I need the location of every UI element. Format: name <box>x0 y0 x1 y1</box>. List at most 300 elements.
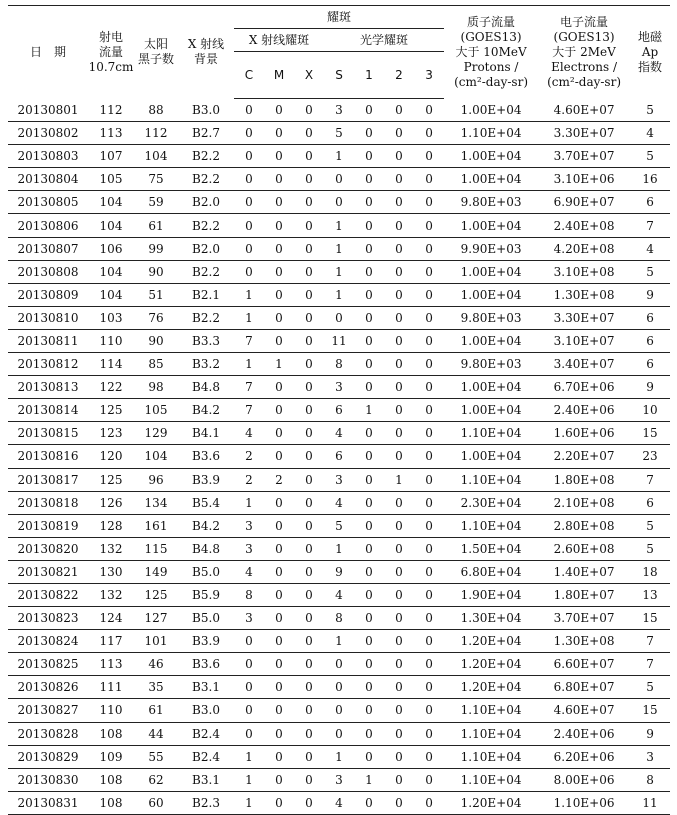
cell-proton-flux: 1.10E+04 <box>444 722 538 745</box>
header-flare-m: M <box>264 52 294 99</box>
cell-flare-s: 6 <box>324 399 354 422</box>
table-row <box>8 191 670 214</box>
cell-proton-flux: 1.00E+04 <box>444 260 538 283</box>
cell-date: 20130819 <box>8 514 88 537</box>
cell-electron-flux: 1.30E+08 <box>538 630 630 653</box>
cell-flare-1: 0 <box>354 514 384 537</box>
table-row <box>8 122 670 145</box>
cell-proton-flux: 1.10E+04 <box>444 122 538 145</box>
table-body <box>8 99 670 815</box>
cell-flare-3: 0 <box>414 676 444 699</box>
cell-radio-flux: 111 <box>88 676 134 699</box>
header-electron-line2: (GOES13) <box>553 29 615 44</box>
cell-flare-c: 1 <box>234 791 264 814</box>
header-sunspot-line1: 太阳 <box>143 37 168 52</box>
table-row <box>8 306 670 329</box>
table-row <box>8 745 670 768</box>
cell-sunspot: 104 <box>134 145 178 168</box>
cell-electron-flux: 1.80E+08 <box>538 468 630 491</box>
cell-radio-flux: 125 <box>88 468 134 491</box>
cell-date: 20130813 <box>8 376 88 399</box>
cell-radio-flux: 103 <box>88 306 134 329</box>
cell-flare-1: 0 <box>354 260 384 283</box>
cell-flare-2: 0 <box>384 283 414 306</box>
table-row <box>8 791 670 814</box>
cell-flare-c: 4 <box>234 560 264 583</box>
cell-radio-flux: 106 <box>88 237 134 260</box>
header-electron-line4: Electrons / <box>551 59 618 74</box>
cell-flare-3: 0 <box>414 329 444 352</box>
cell-date: 20130829 <box>8 745 88 768</box>
cell-sunspot: 61 <box>134 214 178 237</box>
cell-flare-x: 0 <box>294 99 324 122</box>
cell-xray-bg: B2.2 <box>178 306 234 329</box>
cell-flare-s: 4 <box>324 491 354 514</box>
header-proton-line5: (cm²-day-sr) <box>454 74 529 89</box>
cell-flare-m: 0 <box>264 630 294 653</box>
cell-ap-index: 5 <box>630 676 670 699</box>
cell-proton-flux: 1.10E+04 <box>444 699 538 722</box>
cell-xray-bg: B3.0 <box>178 99 234 122</box>
cell-electron-flux: 6.60E+07 <box>538 653 630 676</box>
cell-flare-m: 0 <box>264 306 294 329</box>
cell-flare-m: 0 <box>264 722 294 745</box>
cell-flare-1: 0 <box>354 676 384 699</box>
cell-flare-m: 0 <box>264 607 294 630</box>
cell-sunspot: 115 <box>134 537 178 560</box>
cell-flare-1: 0 <box>354 491 384 514</box>
header-flare-2: 2 <box>384 52 414 99</box>
cell-radio-flux: 124 <box>88 607 134 630</box>
cell-date: 20130808 <box>8 260 88 283</box>
cell-sunspot: 46 <box>134 653 178 676</box>
cell-flare-x: 0 <box>294 122 324 145</box>
cell-xray-bg: B2.4 <box>178 745 234 768</box>
cell-xray-bg: B5.0 <box>178 560 234 583</box>
cell-flare-x: 0 <box>294 376 324 399</box>
cell-flare-1: 0 <box>354 791 384 814</box>
cell-flare-c: 0 <box>234 191 264 214</box>
cell-electron-flux: 2.80E+08 <box>538 514 630 537</box>
cell-flare-m: 0 <box>264 514 294 537</box>
cell-date: 20130825 <box>8 653 88 676</box>
cell-flare-3: 0 <box>414 607 444 630</box>
cell-flare-m: 0 <box>264 191 294 214</box>
cell-date: 20130824 <box>8 630 88 653</box>
cell-ap-index: 10 <box>630 399 670 422</box>
cell-electron-flux: 6.20E+06 <box>538 745 630 768</box>
cell-flare-2: 0 <box>384 745 414 768</box>
cell-flare-m: 0 <box>264 145 294 168</box>
cell-sunspot: 96 <box>134 468 178 491</box>
cell-electron-flux: 3.70E+07 <box>538 145 630 168</box>
cell-date: 20130816 <box>8 445 88 468</box>
cell-ap-index: 13 <box>630 583 670 606</box>
cell-proton-flux: 1.20E+04 <box>444 630 538 653</box>
cell-sunspot: 98 <box>134 376 178 399</box>
header-radio-flux-line3: 10.7cm <box>88 59 134 74</box>
cell-ap-index: 5 <box>630 145 670 168</box>
cell-flare-1: 0 <box>354 329 384 352</box>
cell-flare-3: 0 <box>414 306 444 329</box>
cell-electron-flux: 2.40E+06 <box>538 722 630 745</box>
table-row <box>8 560 670 583</box>
cell-radio-flux: 130 <box>88 560 134 583</box>
cell-radio-flux: 109 <box>88 745 134 768</box>
cell-date: 20130831 <box>8 791 88 814</box>
cell-flare-2: 0 <box>384 699 414 722</box>
cell-flare-s: 1 <box>324 537 354 560</box>
cell-radio-flux: 113 <box>88 653 134 676</box>
cell-electron-flux: 2.40E+08 <box>538 214 630 237</box>
cell-sunspot: 35 <box>134 676 178 699</box>
cell-flare-x: 0 <box>294 353 324 376</box>
cell-electron-flux: 4.60E+07 <box>538 99 630 122</box>
cell-radio-flux: 108 <box>88 768 134 791</box>
cell-flare-x: 0 <box>294 537 324 560</box>
cell-flare-s: 4 <box>324 422 354 445</box>
table-row <box>8 260 670 283</box>
solar-activity-table <box>8 5 670 815</box>
cell-flare-c: 3 <box>234 514 264 537</box>
cell-date: 20130826 <box>8 676 88 699</box>
cell-sunspot: 44 <box>134 722 178 745</box>
cell-flare-m: 0 <box>264 676 294 699</box>
cell-flare-m: 0 <box>264 99 294 122</box>
cell-flare-c: 2 <box>234 445 264 468</box>
cell-flare-1: 0 <box>354 99 384 122</box>
cell-electron-flux: 6.70E+06 <box>538 376 630 399</box>
cell-flare-s: 3 <box>324 376 354 399</box>
cell-proton-flux: 1.00E+04 <box>444 168 538 191</box>
cell-flare-1: 0 <box>354 560 384 583</box>
cell-date: 20130805 <box>8 191 88 214</box>
cell-flare-1: 0 <box>354 445 384 468</box>
cell-flare-3: 0 <box>414 145 444 168</box>
cell-date: 20130802 <box>8 122 88 145</box>
cell-flare-1: 0 <box>354 237 384 260</box>
cell-flare-2: 0 <box>384 607 414 630</box>
table-row <box>8 376 670 399</box>
cell-flare-x: 0 <box>294 214 324 237</box>
cell-flare-3: 0 <box>414 514 444 537</box>
cell-flare-3: 0 <box>414 399 444 422</box>
cell-flare-x: 0 <box>294 491 324 514</box>
cell-flare-2: 0 <box>384 353 414 376</box>
cell-flare-s: 5 <box>324 122 354 145</box>
cell-proton-flux: 1.10E+04 <box>444 468 538 491</box>
table-row <box>8 583 670 606</box>
cell-electron-flux: 3.10E+08 <box>538 260 630 283</box>
cell-electron-flux: 1.60E+06 <box>538 422 630 445</box>
cell-flare-2: 0 <box>384 145 414 168</box>
table-row <box>8 722 670 745</box>
cell-flare-2: 0 <box>384 768 414 791</box>
cell-flare-x: 0 <box>294 168 324 191</box>
cell-flare-3: 0 <box>414 422 444 445</box>
cell-flare-1: 0 <box>354 722 384 745</box>
cell-flare-3: 0 <box>414 630 444 653</box>
cell-proton-flux: 9.80E+03 <box>444 306 538 329</box>
table-row <box>8 329 670 352</box>
cell-flare-2: 0 <box>384 422 414 445</box>
cell-flare-x: 0 <box>294 583 324 606</box>
cell-radio-flux: 112 <box>88 99 134 122</box>
cell-flare-2: 0 <box>384 237 414 260</box>
cell-date: 20130815 <box>8 422 88 445</box>
cell-electron-flux: 1.30E+08 <box>538 283 630 306</box>
cell-flare-c: 1 <box>234 491 264 514</box>
cell-flare-s: 1 <box>324 745 354 768</box>
cell-electron-flux: 2.60E+08 <box>538 537 630 560</box>
cell-ap-index: 8 <box>630 768 670 791</box>
cell-flare-s: 1 <box>324 283 354 306</box>
cell-flare-1: 0 <box>354 376 384 399</box>
cell-flare-2: 0 <box>384 791 414 814</box>
cell-flare-m: 0 <box>264 745 294 768</box>
cell-flare-s: 0 <box>324 306 354 329</box>
cell-flare-x: 0 <box>294 607 324 630</box>
table-row <box>8 676 670 699</box>
cell-xray-bg: B3.1 <box>178 676 234 699</box>
cell-flare-3: 0 <box>414 653 444 676</box>
cell-flare-c: 4 <box>234 422 264 445</box>
cell-xray-bg: B4.8 <box>178 537 234 560</box>
table-row <box>8 99 670 122</box>
cell-sunspot: 99 <box>134 237 178 260</box>
cell-flare-c: 3 <box>234 607 264 630</box>
cell-flare-3: 0 <box>414 283 444 306</box>
cell-flare-x: 0 <box>294 514 324 537</box>
cell-electron-flux: 4.60E+07 <box>538 699 630 722</box>
cell-xray-bg: B5.4 <box>178 491 234 514</box>
cell-flare-1: 0 <box>354 168 384 191</box>
cell-date: 20130821 <box>8 560 88 583</box>
cell-xray-bg: B2.0 <box>178 191 234 214</box>
cell-radio-flux: 114 <box>88 353 134 376</box>
table-row <box>8 607 670 630</box>
cell-electron-flux: 2.40E+06 <box>538 399 630 422</box>
cell-electron-flux: 6.80E+07 <box>538 676 630 699</box>
cell-proton-flux: 1.00E+04 <box>444 214 538 237</box>
cell-flare-1: 0 <box>354 283 384 306</box>
cell-xray-bg: B2.7 <box>178 122 234 145</box>
cell-sunspot: 51 <box>134 283 178 306</box>
cell-proton-flux: 1.10E+04 <box>444 768 538 791</box>
cell-flare-3: 0 <box>414 468 444 491</box>
cell-flare-2: 0 <box>384 537 414 560</box>
cell-date: 20130827 <box>8 699 88 722</box>
cell-ap-index: 5 <box>630 260 670 283</box>
cell-flare-c: 0 <box>234 237 264 260</box>
cell-flare-s: 1 <box>324 260 354 283</box>
cell-ap-index: 7 <box>630 653 670 676</box>
cell-sunspot: 76 <box>134 306 178 329</box>
table-row <box>8 491 670 514</box>
cell-flare-m: 0 <box>264 399 294 422</box>
cell-flare-m: 0 <box>264 214 294 237</box>
cell-flare-s: 3 <box>324 468 354 491</box>
cell-sunspot: 60 <box>134 791 178 814</box>
cell-flare-x: 0 <box>294 745 324 768</box>
cell-flare-c: 7 <box>234 399 264 422</box>
cell-proton-flux: 1.00E+04 <box>444 99 538 122</box>
cell-proton-flux: 9.90E+03 <box>444 237 538 260</box>
cell-flare-s: 3 <box>324 99 354 122</box>
cell-flare-3: 0 <box>414 768 444 791</box>
cell-flare-c: 0 <box>234 168 264 191</box>
cell-xray-bg: B4.8 <box>178 376 234 399</box>
cell-xray-bg: B3.6 <box>178 445 234 468</box>
cell-flare-2: 0 <box>384 214 414 237</box>
header-xray-flare: X 射线耀斑 <box>234 29 324 52</box>
cell-flare-s: 0 <box>324 191 354 214</box>
header-proton <box>444 6 538 99</box>
cell-ap-index: 23 <box>630 445 670 468</box>
cell-flare-x: 0 <box>294 145 324 168</box>
cell-flare-c: 2 <box>234 468 264 491</box>
cell-proton-flux: 1.00E+04 <box>444 329 538 352</box>
cell-flare-2: 0 <box>384 168 414 191</box>
cell-ap-index: 18 <box>630 560 670 583</box>
cell-flare-m: 0 <box>264 653 294 676</box>
cell-flare-c: 7 <box>234 329 264 352</box>
cell-ap-index: 6 <box>630 329 670 352</box>
cell-flare-x: 0 <box>294 768 324 791</box>
header-xray-bg-line2: 背景 <box>193 52 218 67</box>
cell-proton-flux: 1.00E+04 <box>444 283 538 306</box>
cell-flare-1: 0 <box>354 699 384 722</box>
cell-flare-s: 1 <box>324 214 354 237</box>
cell-date: 20130806 <box>8 214 88 237</box>
cell-radio-flux: 105 <box>88 168 134 191</box>
cell-flare-3: 0 <box>414 445 444 468</box>
cell-date: 20130820 <box>8 537 88 560</box>
cell-flare-1: 0 <box>354 306 384 329</box>
cell-flare-x: 0 <box>294 237 324 260</box>
cell-flare-2: 0 <box>384 399 414 422</box>
cell-flare-2: 0 <box>384 630 414 653</box>
header-xray-bg <box>178 6 234 99</box>
cell-flare-m: 0 <box>264 422 294 445</box>
cell-radio-flux: 104 <box>88 191 134 214</box>
cell-flare-x: 0 <box>294 283 324 306</box>
cell-radio-flux: 110 <box>88 699 134 722</box>
cell-ap-index: 5 <box>630 99 670 122</box>
cell-ap-index: 15 <box>630 699 670 722</box>
cell-sunspot: 75 <box>134 168 178 191</box>
header-flare-1: 1 <box>354 52 384 99</box>
table-row <box>8 768 670 791</box>
cell-flare-m: 0 <box>264 329 294 352</box>
header-radio-flux-line1: 射电 <box>98 29 123 44</box>
cell-xray-bg: B4.2 <box>178 399 234 422</box>
cell-flare-2: 1 <box>384 468 414 491</box>
header-electron <box>538 6 630 99</box>
cell-sunspot: 149 <box>134 560 178 583</box>
cell-flare-2: 0 <box>384 514 414 537</box>
cell-flare-s: 0 <box>324 168 354 191</box>
cell-electron-flux: 3.30E+07 <box>538 122 630 145</box>
cell-radio-flux: 104 <box>88 260 134 283</box>
cell-proton-flux: 1.20E+04 <box>444 653 538 676</box>
cell-flare-s: 0 <box>324 699 354 722</box>
header-flare-s: S <box>324 52 354 99</box>
cell-flare-2: 0 <box>384 329 414 352</box>
cell-flare-3: 0 <box>414 214 444 237</box>
header-optical-flare: 光学耀斑 <box>324 29 444 52</box>
cell-date: 20130818 <box>8 491 88 514</box>
table-row <box>8 653 670 676</box>
cell-ap-index: 16 <box>630 168 670 191</box>
cell-flare-1: 1 <box>354 768 384 791</box>
cell-flare-c: 1 <box>234 768 264 791</box>
cell-xray-bg: B4.1 <box>178 422 234 445</box>
cell-flare-1: 0 <box>354 214 384 237</box>
cell-radio-flux: 104 <box>88 214 134 237</box>
cell-date: 20130801 <box>8 99 88 122</box>
table-header <box>8 6 670 99</box>
cell-flare-3: 0 <box>414 722 444 745</box>
cell-flare-x: 0 <box>294 399 324 422</box>
cell-flare-x: 0 <box>294 468 324 491</box>
cell-flare-c: 0 <box>234 145 264 168</box>
cell-sunspot: 90 <box>134 260 178 283</box>
cell-flare-x: 0 <box>294 422 324 445</box>
cell-flare-s: 5 <box>324 514 354 537</box>
cell-flare-3: 0 <box>414 260 444 283</box>
cell-flare-s: 1 <box>324 237 354 260</box>
cell-electron-flux: 1.80E+07 <box>538 583 630 606</box>
cell-flare-2: 0 <box>384 260 414 283</box>
cell-flare-1: 0 <box>354 191 384 214</box>
cell-flare-c: 1 <box>234 283 264 306</box>
cell-flare-s: 3 <box>324 768 354 791</box>
cell-proton-flux: 1.20E+04 <box>444 791 538 814</box>
cell-sunspot: 59 <box>134 191 178 214</box>
cell-flare-x: 0 <box>294 306 324 329</box>
cell-xray-bg: B2.2 <box>178 168 234 191</box>
cell-date: 20130810 <box>8 306 88 329</box>
header-sunspot <box>134 6 178 99</box>
cell-sunspot: 112 <box>134 122 178 145</box>
cell-radio-flux: 113 <box>88 122 134 145</box>
table-row <box>8 168 670 191</box>
cell-proton-flux: 1.10E+04 <box>444 745 538 768</box>
cell-xray-bg: B3.3 <box>178 329 234 352</box>
cell-xray-bg: B2.3 <box>178 791 234 814</box>
cell-electron-flux: 2.10E+08 <box>538 491 630 514</box>
cell-xray-bg: B3.9 <box>178 468 234 491</box>
cell-sunspot: 101 <box>134 630 178 653</box>
cell-flare-x: 0 <box>294 722 324 745</box>
cell-flare-m: 0 <box>264 122 294 145</box>
cell-flare-x: 0 <box>294 191 324 214</box>
cell-proton-flux: 1.00E+04 <box>444 376 538 399</box>
cell-date: 20130817 <box>8 468 88 491</box>
cell-flare-3: 0 <box>414 699 444 722</box>
cell-ap-index: 5 <box>630 537 670 560</box>
cell-flare-3: 0 <box>414 491 444 514</box>
cell-electron-flux: 3.10E+06 <box>538 168 630 191</box>
cell-flare-2: 0 <box>384 99 414 122</box>
cell-flare-2: 0 <box>384 445 414 468</box>
cell-ap-index: 15 <box>630 607 670 630</box>
cell-flare-s: 11 <box>324 329 354 352</box>
cell-radio-flux: 123 <box>88 422 134 445</box>
cell-proton-flux: 6.80E+04 <box>444 560 538 583</box>
cell-radio-flux: 108 <box>88 791 134 814</box>
